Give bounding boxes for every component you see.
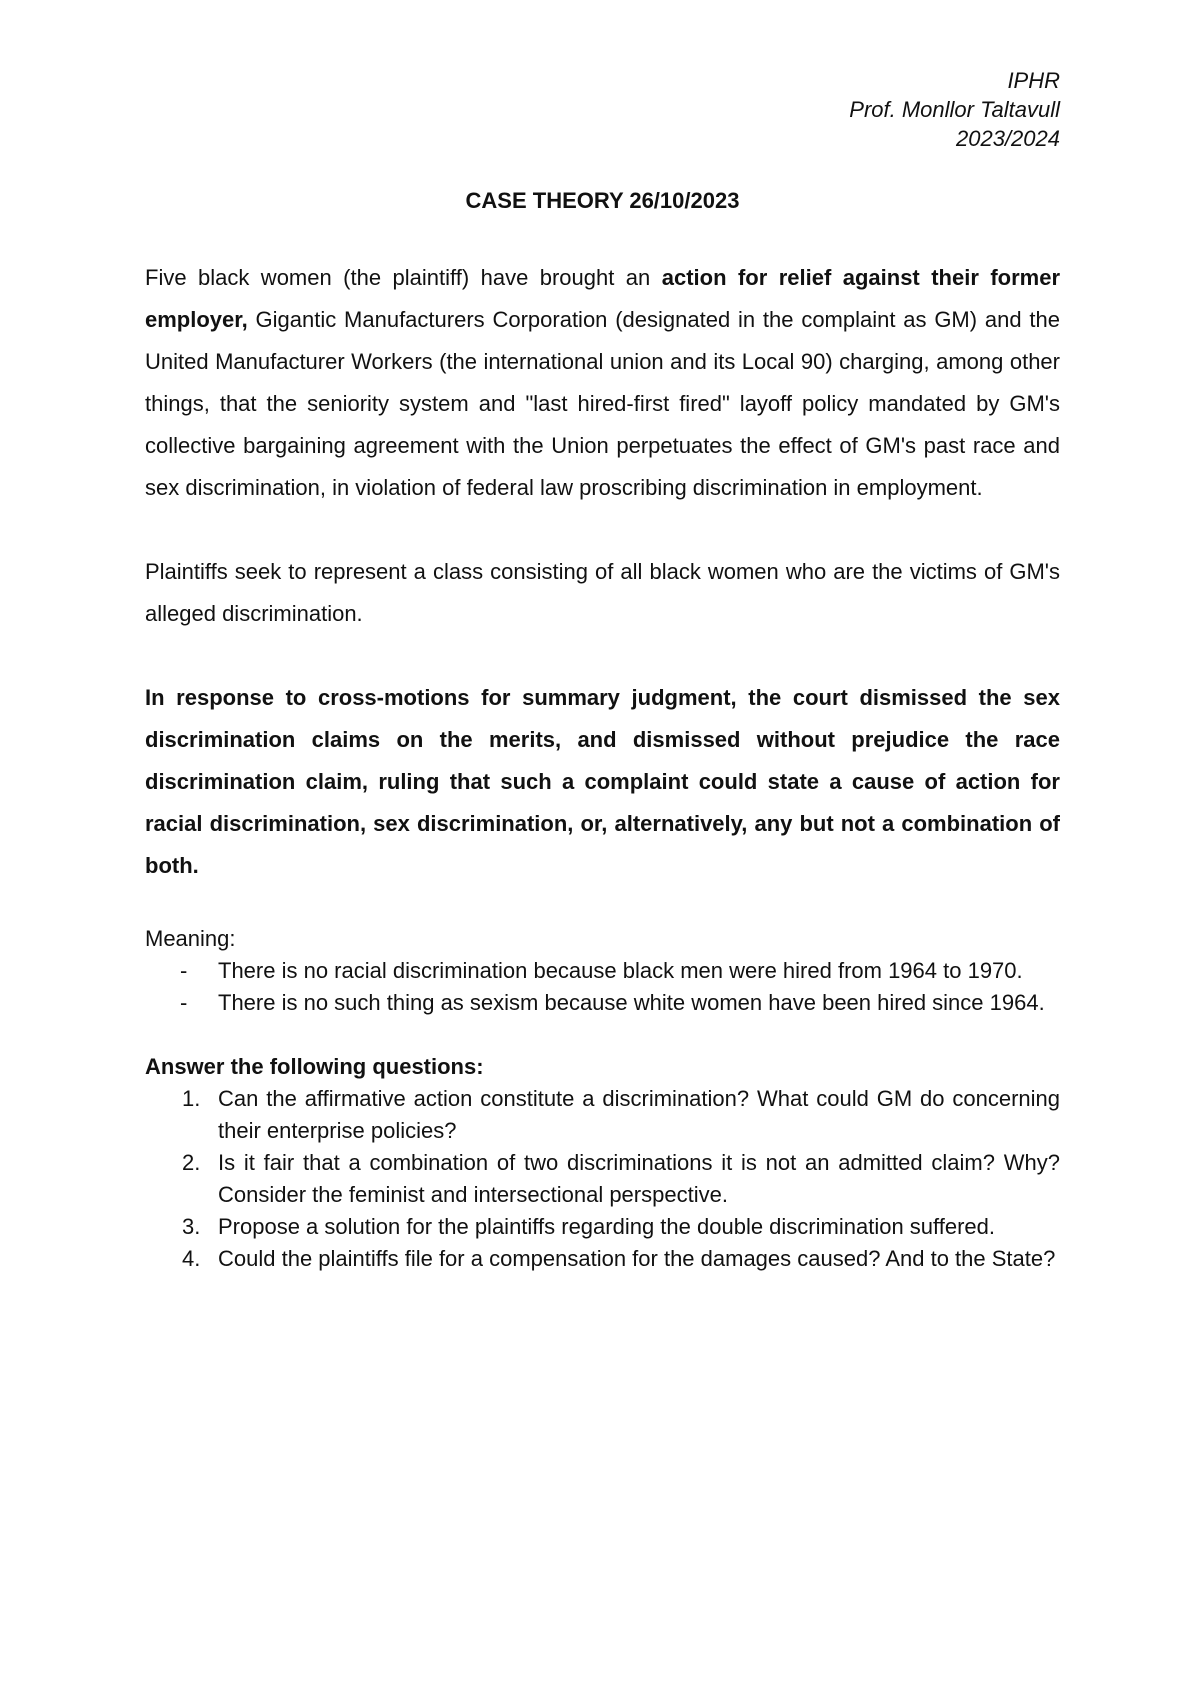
academic-year: 2023/2024	[956, 126, 1060, 151]
document-header	[145, 66, 1060, 153]
meaning-list	[145, 955, 1060, 1019]
page-title: CASE THEORY 26/10/2023	[465, 188, 740, 213]
paragraph-1-text-end: Gigantic Manufacturers Corporation (designated in the complaint as GM) and the United Manufacturer Workers (the international union and its Local 90) charging, among other things, that the seniority system and "last hired-first fired" layoff policy mandated by GM's collective bargaining agreement with the Union perpetuates the effect of GM's past race and sex discrimination, in violation of federal law proscribing discrimination in employment.	[145, 307, 1060, 500]
meaning-item-text: There is no such thing as sexism because white women have been hired since 1964.	[218, 990, 1045, 1015]
question-number: 3.	[182, 1214, 201, 1239]
question-text: Could the plaintiffs file for a compensation for the damages caused? And to the State?	[218, 1246, 1056, 1271]
question-number: 2.	[182, 1150, 201, 1175]
question-number: 4.	[182, 1246, 201, 1271]
question-text: Is it fair that a combination of two discriminations it is not an admitted claim? Why? Consider the feminist and intersectional perspective.	[218, 1150, 1060, 1207]
institution-label: IPHR	[1007, 68, 1060, 93]
document-page	[145, 66, 1060, 1275]
paragraph-1-bold-text: action for relief against their former employer,	[145, 265, 1061, 332]
paragraph-1-text-start: Five black women (the plaintiff) have brought an	[145, 265, 662, 290]
dash-marker: -	[180, 958, 188, 983]
questions-heading: Answer the following questions:	[145, 1054, 484, 1079]
meaning-item-text: There is no racial discrimination because black men were hired from 1964 to 1970.	[218, 958, 1023, 983]
question-text: Propose a solution for the plaintiffs regarding the double discrimination suffered.	[218, 1214, 995, 1239]
case-paragraph-3: In response to cross-motions for summary judgment, the court dismissed the sex discrimination claims on the merits, and dismissed without prejudice the race discrimination claim, ruling that such a complaint could state a cause of action for racial discrimination, sex discrimination, or, alternatively, any but not a combination of both.	[145, 685, 1060, 878]
list-item	[145, 1243, 1060, 1275]
questions-list	[145, 1083, 1060, 1275]
question-text: Can the affirmative action constitute a discrimination? What could GM do concerning their enterprise policies?	[218, 1086, 1060, 1143]
case-paragraph-2: Plaintiffs seek to represent a class consisting of all black women who are the victims of GM's alleged discrimination.	[145, 559, 1060, 626]
list-item	[145, 1083, 1060, 1147]
list-item	[145, 987, 1060, 1019]
list-item	[145, 955, 1060, 987]
list-item	[145, 1147, 1060, 1211]
question-number: 1.	[182, 1086, 201, 1111]
list-item	[145, 1211, 1060, 1243]
professor-name: Prof. Monllor Taltavull	[849, 97, 1060, 122]
case-paragraph-1	[145, 257, 1060, 509]
meaning-label: Meaning:	[145, 926, 236, 951]
dash-marker: -	[180, 990, 188, 1015]
